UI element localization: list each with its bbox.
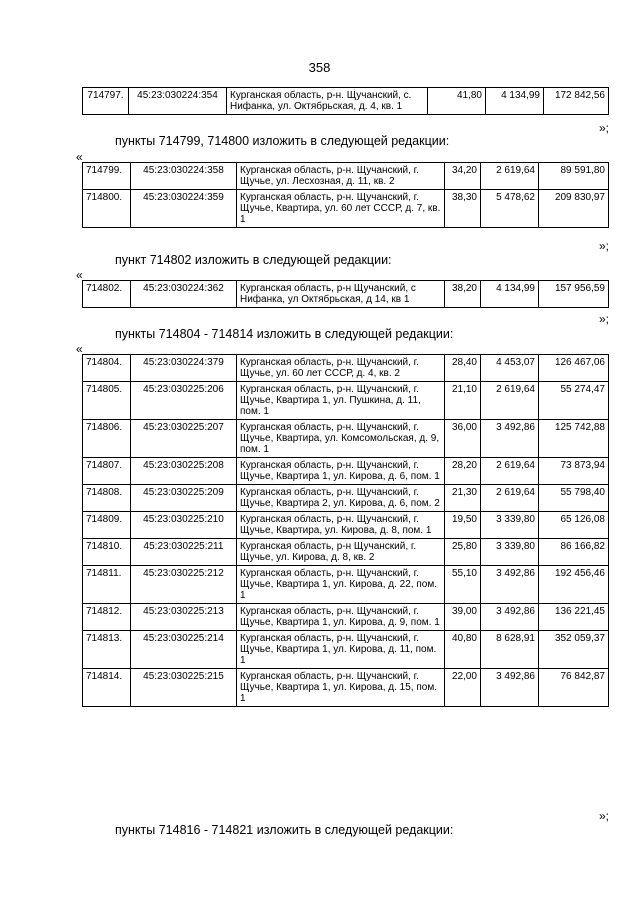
table-4: [82, 354, 609, 707]
cell-address: Курганская область, р-н. Щучанский, г. Щучье, Квартира, ул. Комсомольская, д. 9, пом. 1: [237, 420, 445, 458]
cell-row-number: 714810.: [83, 539, 131, 566]
cell-address: Курганская область, р-н. Щучанский, г. Щучье, Квартира 1, ул. Кирова, д. 9, пом. 1: [237, 604, 445, 631]
cell-price-per-unit: 5 478,62: [481, 190, 539, 228]
cell-row-number: 714799.: [83, 163, 131, 190]
opening-quote-2: «: [76, 268, 83, 282]
cell-price-per-unit: 3 492,86: [481, 669, 539, 707]
closing-quote-3: »;: [598, 312, 609, 326]
cell-cadastral-number: 45:23:030224:379: [131, 355, 237, 382]
cell-address: Курганская область, р-н. Щучанский, г. Щучье, ул. 60 лет СССР, д. 4, кв. 2: [237, 355, 445, 382]
closing-quote-4: »;: [598, 809, 609, 823]
instruction-3: пункты 714804 - 714814 изложить в следующей редакции:: [115, 327, 454, 341]
cell-cadastral-number: 45:23:030224:362: [131, 281, 237, 308]
cell-total-value: 73 873,94: [539, 458, 609, 485]
cell-address: Курганская область, р-н. Щучанский, г. Щучье, Квартира 1, ул. Пушкина, д. 11, пом. 1: [237, 382, 445, 420]
cell-total-value: 76 842,87: [539, 669, 609, 707]
table-row: [83, 382, 609, 420]
cell-total-value: 172 842,56: [544, 88, 609, 115]
cell-cadastral-number: 45:23:030225:209: [131, 485, 237, 512]
cell-row-number: 714807.: [83, 458, 131, 485]
cell-row-number: 714806.: [83, 420, 131, 458]
instruction-1: пункты 714799, 714800 изложить в следующей редакции:: [115, 134, 450, 148]
cell-total-value: 125 742,88: [539, 420, 609, 458]
cell-cadastral-number: 45:23:030225:210: [131, 512, 237, 539]
cell-cadastral-number: 45:23:030225:214: [131, 631, 237, 669]
table-1: [82, 87, 609, 115]
cell-total-value: 126 467,06: [539, 355, 609, 382]
table-row: [83, 631, 609, 669]
cell-cadastral-number: 45:23:030225:212: [131, 566, 237, 604]
table-2: [82, 162, 609, 228]
cell-address: Курганская область, р-н. Щучанский, с. Нифанка, ул. Октябрьская, д. 4, кв. 1: [227, 88, 428, 115]
cell-address: Курганская область, р-н Щучанский, г. Щучье, ул. Кирова, д. 8, кв. 2: [237, 539, 445, 566]
table-row: [83, 566, 609, 604]
cell-row-number: 714797.: [83, 88, 129, 115]
table-row: [83, 539, 609, 566]
cell-address: Курганская область, р-н Щучанский, с Нифанка, ул Октябрьская, д 14, кв 1: [237, 281, 445, 308]
table-row: [83, 604, 609, 631]
cell-total-value: 352 059,37: [539, 631, 609, 669]
cell-address: Курганская область, р-н. Щучанский, г. Щучье, Квартира 1, ул. Кирова, д. 22, пом. 1: [237, 566, 445, 604]
cell-price-per-unit: 2 619,64: [481, 485, 539, 512]
cell-address: Курганская область, р-н. Щучанский, г. Щучье, ул. Лесхозная, д. 11, кв. 2: [237, 163, 445, 190]
cell-total-value: 65 126,08: [539, 512, 609, 539]
cell-address: Курганская область, р-н. Щучанский, г. Щучье, Квартира 2, ул. Кирова, д. 6, пом. 2: [237, 485, 445, 512]
cell-area: 38,30: [445, 190, 481, 228]
cell-address: Курганская область, р-н. Щучанский, г. Щучье, Квартира 1, ул. Кирова, д. 6, пом. 1: [237, 458, 445, 485]
cell-row-number: 714811.: [83, 566, 131, 604]
cell-cadastral-number: 45:23:030224:359: [131, 190, 237, 228]
table-row: [83, 281, 609, 308]
table-row: [83, 669, 609, 707]
table-row: [83, 190, 609, 228]
cell-cadastral-number: 45:23:030225:213: [131, 604, 237, 631]
cell-total-value: 157 956,59: [539, 281, 609, 308]
cell-cadastral-number: 45:23:030225:208: [131, 458, 237, 485]
instruction-4: пункты 714816 - 714821 изложить в следующей редакции:: [115, 823, 454, 837]
cell-row-number: 714814.: [83, 669, 131, 707]
cell-area: 21,10: [445, 382, 481, 420]
cell-area: 34,20: [445, 163, 481, 190]
cell-total-value: 55 798,40: [539, 485, 609, 512]
cell-row-number: 714804.: [83, 355, 131, 382]
cell-total-value: 89 591,80: [539, 163, 609, 190]
cell-price-per-unit: 3 339,80: [481, 512, 539, 539]
cell-price-per-unit: 2 619,64: [481, 458, 539, 485]
opening-quote-1: «: [76, 150, 83, 164]
cell-area: 38,20: [445, 281, 481, 308]
cell-total-value: 209 830,97: [539, 190, 609, 228]
closing-quote-1: »;: [598, 121, 609, 135]
cell-row-number: 714809.: [83, 512, 131, 539]
cell-price-per-unit: 3 492,86: [481, 604, 539, 631]
cell-row-number: 714813.: [83, 631, 131, 669]
cell-row-number: 714800.: [83, 190, 131, 228]
cell-area: 28,40: [445, 355, 481, 382]
cell-price-per-unit: 3 339,80: [481, 539, 539, 566]
cell-price-per-unit: 8 628,91: [481, 631, 539, 669]
cell-row-number: 714808.: [83, 485, 131, 512]
cell-total-value: 86 166,82: [539, 539, 609, 566]
cell-area: 39,00: [445, 604, 481, 631]
table-row: [83, 512, 609, 539]
cell-price-per-unit: 4 453,07: [481, 355, 539, 382]
cell-cadastral-number: 45:23:030225:207: [131, 420, 237, 458]
cell-total-value: 136 221,45: [539, 604, 609, 631]
cell-row-number: 714812.: [83, 604, 131, 631]
cell-address: Курганская область, р-н. Щучанский, г. Щучье, Квартира 1, ул. Кирова, д. 11, пом. 1: [237, 631, 445, 669]
instruction-2: пункт 714802 изложить в следующей редакции:: [115, 253, 392, 267]
cell-price-per-unit: 4 134,99: [481, 281, 539, 308]
table-3: [82, 280, 609, 308]
cell-address: Курганская область, р-н. Щучанский, г. Щучье, Квартира, ул. 60 лет СССР, д. 7, кв. 1: [237, 190, 445, 228]
cell-address: Курганская область, р-н. Щучанский, г. Щучье, Квартира 1, ул. Кирова, д. 15, пом. 1: [237, 669, 445, 707]
cell-total-value: 192 456,46: [539, 566, 609, 604]
cell-price-per-unit: 4 134,99: [486, 88, 544, 115]
cell-area: 19,50: [445, 512, 481, 539]
opening-quote-3: «: [76, 342, 83, 356]
cell-cadastral-number: 45:23:030225:215: [131, 669, 237, 707]
cell-price-per-unit: 2 619,64: [481, 382, 539, 420]
cell-total-value: 55 274,47: [539, 382, 609, 420]
table-row: [83, 485, 609, 512]
cell-area: 22,00: [445, 669, 481, 707]
page-number: 358: [308, 60, 331, 75]
cell-cadastral-number: 45:23:030224:358: [131, 163, 237, 190]
cell-area: 25,80: [445, 539, 481, 566]
cell-cadastral-number: 45:23:030224:354: [129, 88, 227, 115]
cell-area: 36,00: [445, 420, 481, 458]
cell-area: 28,20: [445, 458, 481, 485]
cell-row-number: 714805.: [83, 382, 131, 420]
table-row: [83, 420, 609, 458]
cell-row-number: 714802.: [83, 281, 131, 308]
cell-area: 41,80: [428, 88, 486, 115]
cell-area: 21,30: [445, 485, 481, 512]
cell-price-per-unit: 3 492,86: [481, 420, 539, 458]
table-row: [83, 458, 609, 485]
closing-quote-2: »;: [598, 239, 609, 253]
cell-area: 55,10: [445, 566, 481, 604]
cell-price-per-unit: 3 492,86: [481, 566, 539, 604]
cell-cadastral-number: 45:23:030225:211: [131, 539, 237, 566]
cell-cadastral-number: 45:23:030225:206: [131, 382, 237, 420]
table-row: [83, 355, 609, 382]
cell-price-per-unit: 2 619,64: [481, 163, 539, 190]
table-row: [83, 88, 609, 115]
table-row: [83, 163, 609, 190]
cell-area: 40,80: [445, 631, 481, 669]
cell-address: Курганская область, р-н. Щучанский, г. Щучье, Квартира, ул. Кирова, д. 8, пом. 1: [237, 512, 445, 539]
